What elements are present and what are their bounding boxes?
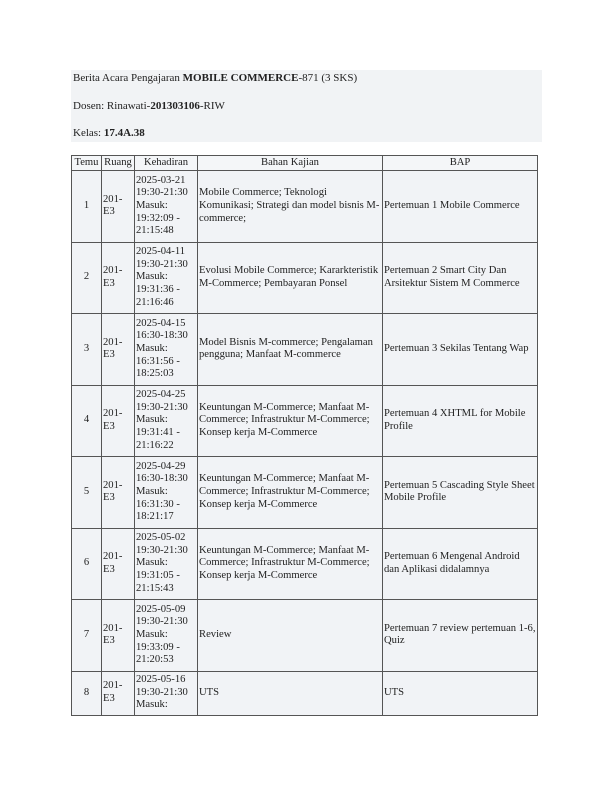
course-suffix: -871 (3 SKS): [298, 72, 358, 84]
cell-temu: 4: [72, 385, 102, 457]
session-date: 2025-04-15: [136, 317, 186, 329]
cell-bap: Pertemuan 5 Cascading Style Sheet Mobile Profile: [383, 457, 538, 529]
cell-bap: UTS: [383, 671, 538, 715]
cell-ruang: 201-E3: [102, 385, 135, 457]
session-date: 2025-05-09: [136, 603, 186, 615]
table-row: [72, 242, 538, 314]
masuk-time: 16:31:30 -: [136, 498, 180, 510]
column-header-temu: Temu: [72, 156, 102, 171]
cell-kehadiran: [135, 385, 198, 457]
cell-bap: Pertemuan 4 XHTML for Mobile Profile: [383, 385, 538, 457]
cell-temu: 3: [72, 314, 102, 386]
masuk-label: Masuk:: [136, 485, 168, 497]
masuk-label: Masuk:: [136, 199, 168, 211]
keluar-time: 21:16:46: [136, 296, 174, 308]
class-line: [73, 127, 145, 140]
keluar-time: 21:15:48: [136, 225, 174, 237]
cell-ruang: 201-E3: [102, 242, 135, 314]
cell-bahan-kajian: Review: [198, 600, 383, 672]
cell-temu: 6: [72, 528, 102, 600]
cell-temu: 2: [72, 242, 102, 314]
cell-bap: Pertemuan 7 review pertemuan 1-6, Quiz: [383, 600, 538, 672]
column-header-ruang: Ruang: [102, 156, 135, 171]
cell-bap: Pertemuan 1 Mobile Commerce: [383, 171, 538, 243]
masuk-label: Masuk:: [136, 628, 168, 640]
cell-bahan-kajian: Keuntungan M-Commerce; Manfaat M-Commerce; Infrastruktur M-Commerce; Konsep kerja M-Commerce: [198, 528, 383, 600]
session-date: 2025-04-25: [136, 389, 186, 401]
keluar-time: 21:15:43: [136, 582, 174, 594]
cell-bap: Pertemuan 3 Sekilas Tentang Wap: [383, 314, 538, 386]
session-time: 16:30-18:30: [136, 330, 188, 342]
table-row: [72, 671, 538, 715]
cell-ruang: 201-E3: [102, 671, 135, 715]
session-time: 19:30-21:30: [136, 686, 188, 698]
masuk-time: 16:31:56 -: [136, 355, 180, 367]
masuk-time: 19:33:09 -: [136, 641, 180, 653]
session-date: 2025-04-11: [136, 246, 186, 258]
teaching-record-table: [71, 155, 538, 716]
session-date: 2025-04-29: [136, 460, 186, 472]
cell-bahan-kajian: Mobile Commerce; Teknologi Komunikasi; Strategi dan model bisnis M-commerce;: [198, 171, 383, 243]
table-row: [72, 528, 538, 600]
keluar-time: 21:20:53: [136, 654, 174, 666]
cell-temu: 7: [72, 600, 102, 672]
masuk-time: 19:31:05 -: [136, 570, 180, 582]
cell-kehadiran: [135, 457, 198, 529]
dosen-code: -RIW: [199, 100, 225, 112]
dosen-name: Rinawati-: [106, 100, 151, 112]
keluar-time: 21:16:22: [136, 439, 174, 451]
report-title: [73, 72, 357, 85]
cell-ruang: 201-E3: [102, 528, 135, 600]
session-date: 2025-05-16: [136, 674, 186, 686]
cell-bahan-kajian: Keuntungan M-Commerce; Manfaat M-Commerce; Infrastruktur M-Commerce; Konsep kerja M-Commerce: [198, 457, 383, 529]
masuk-label: Masuk:: [136, 414, 168, 426]
cell-bahan-kajian: Keuntungan M-Commerce; Manfaat M-Commerce; Infrastruktur M-Commerce; Konsep kerja M-Commerce: [198, 385, 383, 457]
cell-bap: Pertemuan 6 Mengenal Android dan Aplikasi didalamnya: [383, 528, 538, 600]
cell-temu: 5: [72, 457, 102, 529]
cell-kehadiran: [135, 528, 198, 600]
session-date: 2025-03-21: [136, 174, 186, 186]
masuk-label: Masuk:: [136, 271, 168, 283]
kelas-label: Kelas:: [73, 127, 104, 139]
kelas-value: 17.4A.38: [103, 127, 145, 139]
keluar-time: 18:25:03: [136, 368, 174, 380]
course-name: MOBILE COMMERCE: [182, 72, 299, 84]
cell-bahan-kajian: Model Bisnis M-commerce; Pengalaman pengguna; Manfaat M-commerce: [198, 314, 383, 386]
session-time: 19:30-21:30: [136, 258, 188, 270]
column-header-bahan-kajian: Bahan Kajian: [198, 156, 383, 171]
cell-kehadiran: [135, 671, 198, 715]
title-prefix: Berita Acara Pengajaran: [73, 72, 183, 84]
column-header-kehadiran: Kehadiran: [135, 156, 198, 171]
table-row: [72, 600, 538, 672]
session-time: 19:30-21:30: [136, 187, 188, 199]
masuk-time: 19:31:41 -: [136, 427, 180, 439]
table-row: [72, 314, 538, 386]
masuk-label: Masuk:: [136, 342, 168, 354]
session-time: 16:30-18:30: [136, 473, 188, 485]
column-header-bap: BAP: [383, 156, 538, 171]
masuk-label: Masuk:: [136, 699, 168, 711]
masuk-time: 19:31:36 -: [136, 284, 180, 296]
cell-bahan-kajian: Evolusi Mobile Commerce; Kararkteristik M-Commerce; Pembayaran Ponsel: [198, 242, 383, 314]
dosen-id: 201303106: [150, 100, 200, 112]
document-header: [71, 70, 542, 142]
dosen-label: Dosen:: [73, 100, 107, 112]
masuk-time: 19:32:09 -: [136, 212, 180, 224]
cell-ruang: 201-E3: [102, 457, 135, 529]
cell-ruang: 201-E3: [102, 600, 135, 672]
masuk-label: Masuk:: [136, 557, 168, 569]
cell-bahan-kajian: UTS: [198, 671, 383, 715]
cell-temu: 1: [72, 171, 102, 243]
cell-temu: 8: [72, 671, 102, 715]
session-time: 19:30-21:30: [136, 401, 188, 413]
table-row: [72, 457, 538, 529]
table-row: [72, 385, 538, 457]
cell-bap: Pertemuan 2 Smart City Dan Arsitektur Sistem M Commerce: [383, 242, 538, 314]
session-time: 19:30-21:30: [136, 544, 188, 556]
table-header-row: [72, 156, 538, 171]
lecturer-line: [73, 100, 225, 113]
cell-ruang: 201-E3: [102, 314, 135, 386]
cell-kehadiran: [135, 314, 198, 386]
cell-kehadiran: [135, 242, 198, 314]
keluar-time: 18:21:17: [136, 511, 174, 523]
cell-ruang: 201-E3: [102, 171, 135, 243]
table-row: [72, 171, 538, 243]
cell-kehadiran: [135, 171, 198, 243]
session-date: 2025-05-02: [136, 532, 186, 544]
session-time: 19:30-21:30: [136, 616, 188, 628]
cell-kehadiran: [135, 600, 198, 672]
